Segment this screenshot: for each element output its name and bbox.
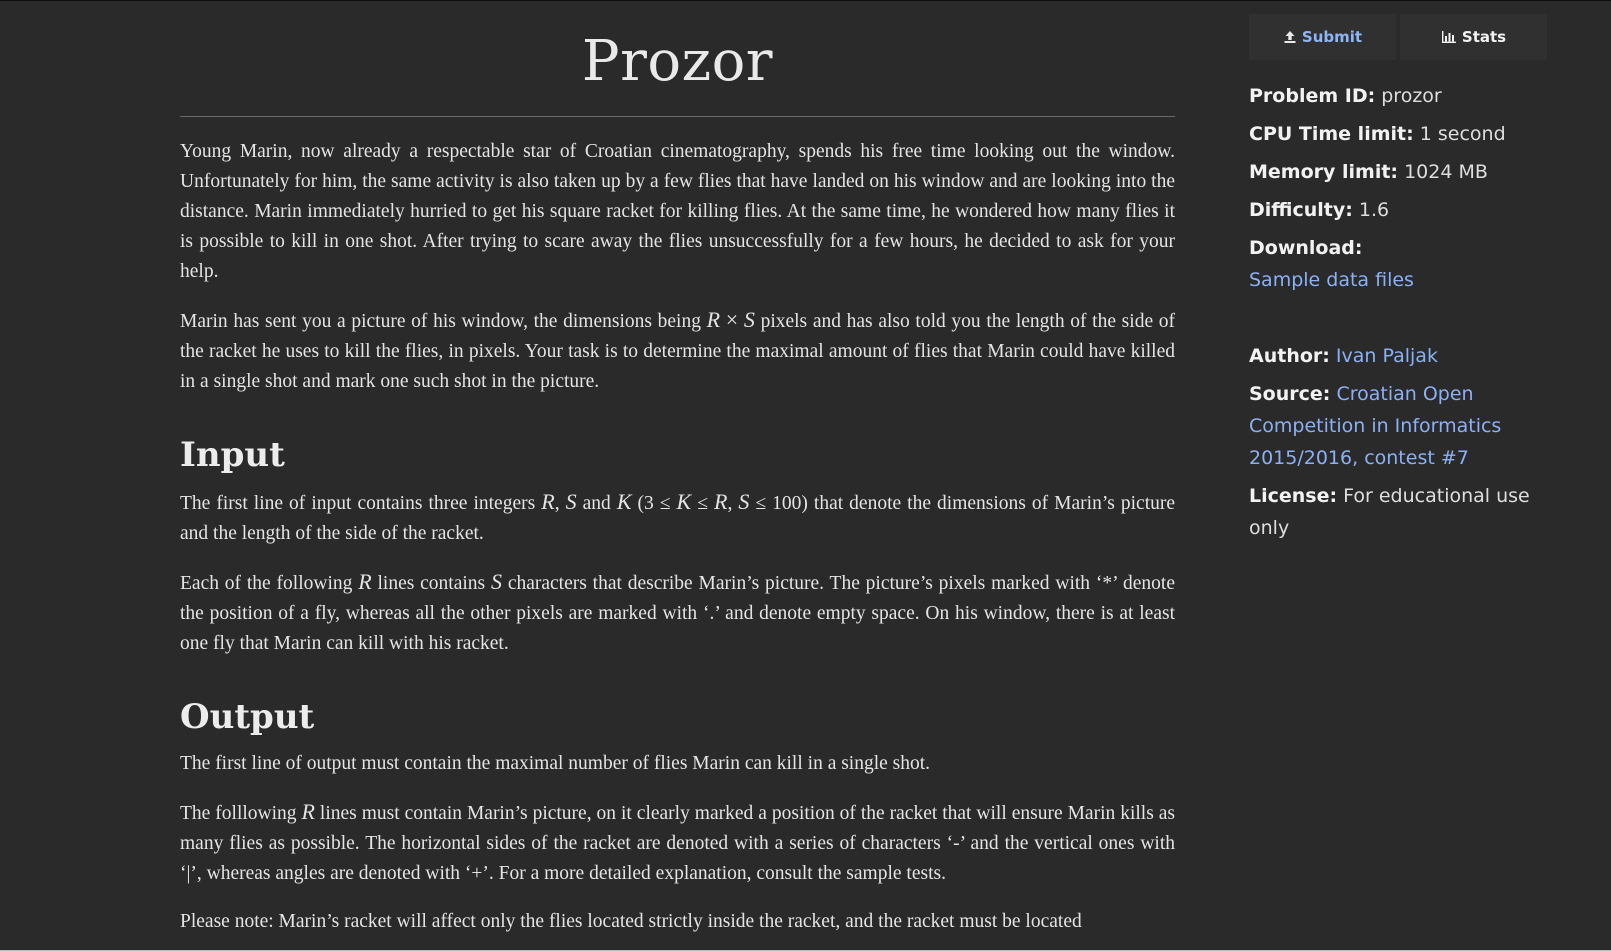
problem-id-value: prozor xyxy=(1381,85,1442,107)
memory-limit-value: 1024 MB xyxy=(1404,161,1488,183)
memory-limit-label: Memory limit: xyxy=(1249,161,1399,183)
math-s: S xyxy=(743,307,755,332)
problem-body xyxy=(180,137,1175,937)
download-row xyxy=(1249,232,1569,296)
text: and xyxy=(576,493,617,514)
license-row xyxy=(1249,480,1569,544)
paragraph-input-2 xyxy=(180,567,1175,659)
text: characters that describe Marin’s picture. The picture’s pixels marked with ‘*’ denote the position of a fly, whereas all the other pixels are marked with ‘.’ and denote empty space. On his window, there is at least one fly that Marin can kill with his racket. xyxy=(180,573,1175,654)
paragraph-input-1 xyxy=(180,487,1175,549)
problem-metadata xyxy=(1249,80,1569,544)
text: lines contains xyxy=(371,573,491,594)
math-s: S xyxy=(738,489,750,514)
stats-button[interactable] xyxy=(1400,14,1547,60)
problem-sidebar xyxy=(1249,14,1569,550)
paragraph-output-1: The first line of output must contain the maximal number of flies Marin can kill in a single shot. xyxy=(180,753,931,774)
math-k: K xyxy=(676,489,692,514)
paragraph-note: Please note: Marin’s racket will affect only the flies located strictly inside the racket, and the racket must be located xyxy=(180,911,1082,932)
math-r: R xyxy=(301,799,315,824)
page-title: Prozor xyxy=(581,29,774,94)
math-s: S xyxy=(490,569,502,594)
paragraph-output-2 xyxy=(180,797,1175,889)
text: , xyxy=(554,493,566,514)
license-value: For educational use only xyxy=(1249,485,1530,539)
text: The folllowing xyxy=(180,803,302,824)
paragraph-task xyxy=(180,305,1175,397)
title-divider xyxy=(180,116,1175,117)
math-s: S xyxy=(565,489,577,514)
paragraph-intro: Young Marin, now already a respectable star of Croatian cinematography, spends his free time looking out the window. Unfortunately for him, the same activity is also taken up by a few flies that have landed on his window and are looking into the distance. Marin immediately hurried to get his square racket for killing flies. At the same time, he wondered how many flies it is possible to kill in one shot. After trying to scare away the flies unsuccessfully for a few hours, he decided to ask for your help. xyxy=(180,141,1175,282)
author-label: Author: xyxy=(1249,345,1330,367)
problem-statement xyxy=(180,0,1175,951)
author-row xyxy=(1249,340,1569,372)
text: ≤ xyxy=(691,493,714,514)
upload-icon xyxy=(1283,30,1297,44)
spacer xyxy=(1249,302,1569,340)
text: lines must contain Marin’s picture, on it clearly marked a position of the racket that will ensure Marin kills as many flies as possible. The horizontal sides of the racket are denoted with a series of characters ‘-’ and the vertical ones with ‘|’, whereas angles are denoted with ‘+’. For a more detailed explanation, consult the sample tests. xyxy=(180,803,1175,884)
problem-id-label: Problem ID: xyxy=(1249,85,1376,107)
cpu-limit-label: CPU Time limit: xyxy=(1249,123,1414,145)
source-row xyxy=(1249,378,1569,474)
submit-label: Submit xyxy=(1301,28,1363,46)
text: pixels and has also told you the length of the side of the racket he uses to kill the flies, in pixels. Your task is to determine the maximal amount of flies that Marin could have killed in a single shot and mark one such shot in the picture. xyxy=(180,311,1175,392)
difficulty-value: 1.6 xyxy=(1358,199,1390,221)
input-heading: Input xyxy=(180,435,285,475)
text: that denote the dimensions of Marin’s picture and the length of the side of the racket. xyxy=(180,493,1175,544)
download-label: Download: xyxy=(1249,237,1363,259)
math-r: R xyxy=(706,307,721,332)
sample-data-link[interactable]: Sample data files xyxy=(1249,269,1414,291)
math-k: K xyxy=(616,489,632,514)
text: Marin has sent you a picture of his window, the dimensions being xyxy=(180,311,707,332)
problem-id-row xyxy=(1249,80,1569,112)
action-tabs xyxy=(1249,14,1547,60)
math-r: R xyxy=(714,489,728,514)
text: (3 ≤ xyxy=(631,493,677,514)
license-label: License: xyxy=(1249,485,1338,507)
source-link[interactable]: Croatian Open Competition in Informatics 2015/2016, contest #7 xyxy=(1249,383,1502,469)
text: ≤ 100) xyxy=(749,493,808,514)
math-r: R xyxy=(541,489,555,514)
author-link[interactable]: Ivan Paljak xyxy=(1335,345,1438,367)
cpu-limit-row xyxy=(1249,118,1569,150)
difficulty-row xyxy=(1249,194,1569,226)
text: Each of the following xyxy=(180,573,359,594)
memory-limit-row xyxy=(1249,156,1569,188)
difficulty-label: Difficulty: xyxy=(1249,199,1353,221)
output-heading: Output xyxy=(180,697,315,737)
source-label: Source: xyxy=(1249,383,1331,405)
math-times: × xyxy=(725,307,739,332)
math-r: R xyxy=(358,569,372,594)
text: , xyxy=(727,493,739,514)
bar-chart-icon xyxy=(1441,30,1457,44)
cpu-limit-value: 1 second xyxy=(1419,123,1506,145)
stats-label: Stats xyxy=(1461,28,1507,46)
submit-button[interactable] xyxy=(1249,14,1396,60)
text: The first line of input contains three integers xyxy=(180,493,542,514)
